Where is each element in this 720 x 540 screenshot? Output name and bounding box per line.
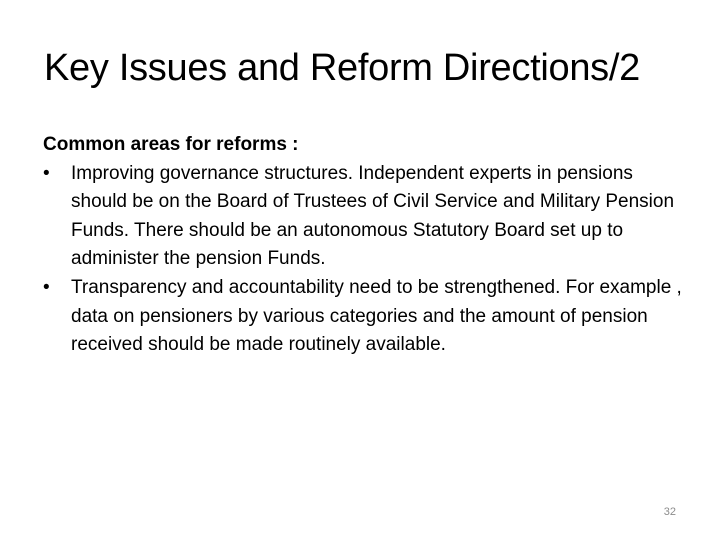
slide-body bbox=[43, 131, 683, 360]
bullet-text: Improving governance structures. Independent experts in pensions should be on the Board of Trustees of Civil Service and Military Pension Funds. There should be an autonomous Statutory Board set up to administer the pension Funds. bbox=[71, 162, 675, 270]
slide-title: Key Issues and Reform Directions/2 bbox=[44, 47, 640, 89]
page-number: 32 bbox=[663, 506, 676, 518]
bullet-item bbox=[43, 274, 683, 360]
bullet-text: Transparency and accountability need to be strengthened. For example , data on pensioners by various categories and the amount of pension received should be made routinely available. bbox=[71, 276, 682, 356]
bullet-icon: • bbox=[43, 162, 50, 184]
section-heading: Common areas for reforms : bbox=[43, 134, 299, 155]
bullet-icon: • bbox=[43, 276, 50, 298]
bullet-item bbox=[43, 160, 683, 274]
bullet-list bbox=[43, 160, 683, 360]
